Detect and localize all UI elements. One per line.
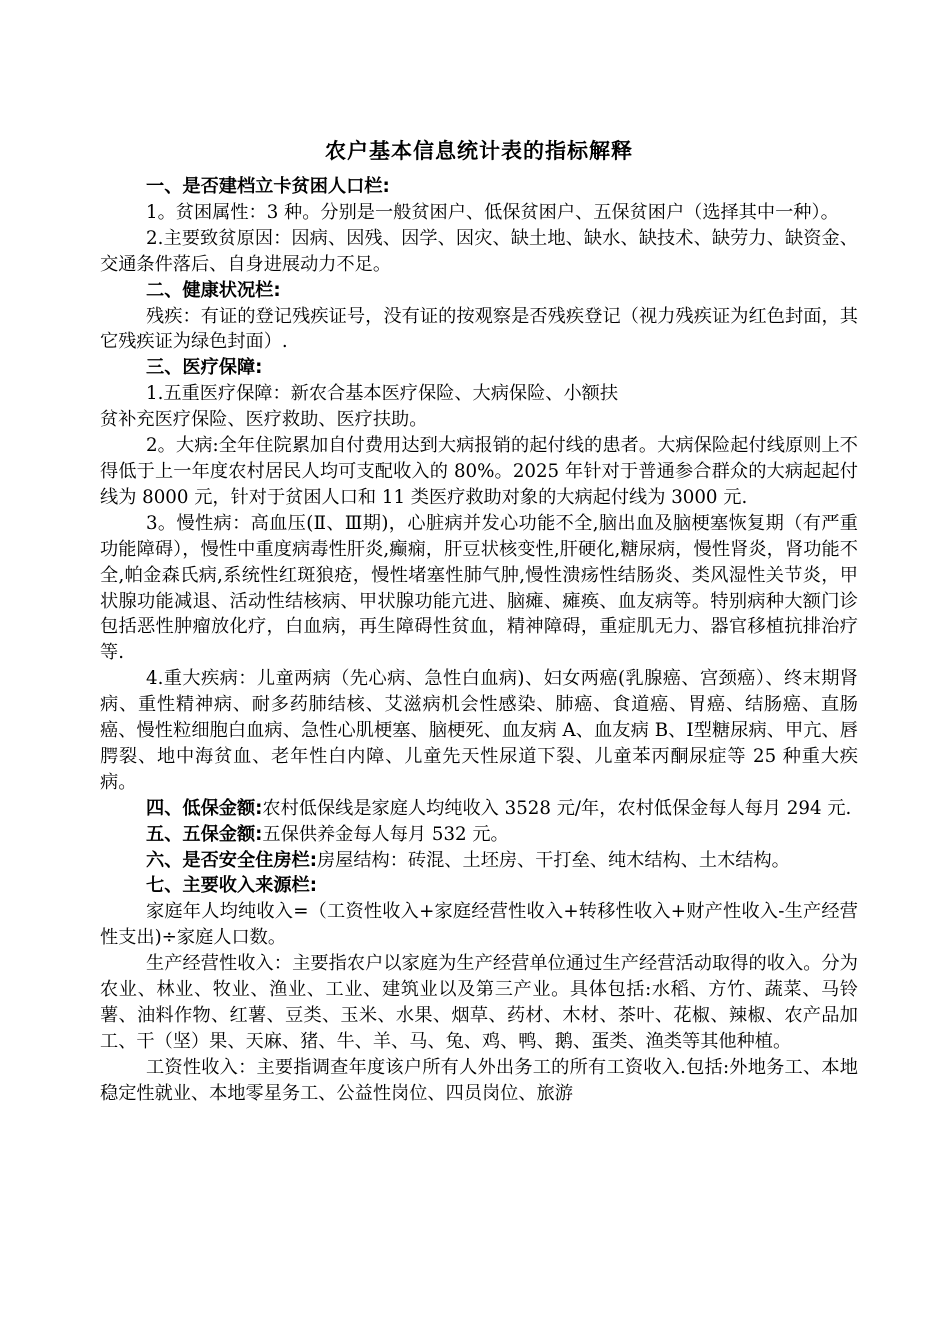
paragraph-text: 五保供养金每人每月 532 元。 <box>262 823 509 845</box>
document-paragraph <box>100 407 858 433</box>
document-paragraph <box>100 278 858 304</box>
document-paragraph <box>100 200 858 226</box>
document-paragraph <box>100 666 858 796</box>
paragraph-text: 家庭年人均纯收入=（工资性收入+家庭经营性收入+转移性收入+财产性收入-生产经营性支出)÷家庭人口数。 <box>100 901 858 949</box>
paragraph-text: 残疾：有证的登记残疾证号，没有证的按观察是否残疾登记（视力残疾证为红色封面，其它残疾证为绿色封面）. <box>100 305 858 353</box>
paragraph-text: 2.主要致贫原因：因病、因残、因学、因灾、缺土地、缺水、缺技术、缺劳力、缺资金、交通条件落后、自身进展动力不足。 <box>100 227 858 275</box>
section-heading: 四、低保金额: <box>146 797 263 819</box>
paragraph-text: 2。大病:全年住院累加自付费用达到大病报销的起付线的患者。大病保险起付线原则上不得低于上一年度农村居民人均可支配收入的 80%。2025 年针对于普通参合群众的大病起起付线为 8000 元，针对于贫困人口和 11 类医疗救助对象的大病起付线为 3000 元. <box>100 435 858 508</box>
document-paragraph <box>100 511 858 666</box>
section-heading: 六、是否安全住房栏: <box>146 849 317 871</box>
document-paragraph <box>100 174 858 200</box>
document-paragraph <box>100 873 858 899</box>
document-paragraph <box>100 355 858 381</box>
document-body <box>100 174 858 1107</box>
document-paragraph <box>100 381 858 407</box>
paragraph-text: 3。慢性病：高血压(Ⅱ、Ⅲ期)，心脏病并发心功能不全,脑出血及脑梗塞恢复期（有严重功能障碍），慢性中重度病毒性肝炎,癫痫，肝豆状核变性,肝硬化,糖尿病，慢性肾炎，肾功能不全,帕金森氏病,系统性红斑狼疮，慢性堵塞性肺气肿,慢性溃疡性结肠炎、类风湿性关节炎，甲状腺功能减退、活动性结核病、甲状腺功能亢进、脑瘫、瘫痪、血友病等。特别病种大额门诊包括恶性肿瘤放化疗，白血病，再生障碍性贫血，精神障碍，重症肌无力、器官移植抗排治疗等. <box>100 512 858 664</box>
section-heading: 二、健康状况栏: <box>146 279 281 301</box>
paragraph-text: 4.重大疾病：儿童两病（先心病、急性白血病)、妇女两癌(乳腺癌、宫颈癌）、终末期肾病、重性精神病、耐多药肺结核、艾滋病机会性感染、肺癌、食道癌、胃癌、结肠癌、直肠癌、慢性粒细胞白血病、急性心肌梗塞、脑梗死、血友病 A、血友病 B、Ⅰ型糖尿病、甲亢、唇腭裂、地中海贫血、老年性白内障、儿童先天性尿道下裂、儿童苯丙酮尿症等 25 种重大疾病。 <box>100 668 858 793</box>
document-paragraph <box>100 822 858 848</box>
paragraph-text: 房屋结构：砖混、土坯房、干打垒、纯木结构、土木结构。 <box>316 849 790 871</box>
paragraph-text: 农村低保线是家庭人均纯收入 3528 元/年，农村低保金每人每月 294 元. <box>262 797 852 819</box>
document-paragraph <box>100 433 858 511</box>
section-heading: 三、医疗保障: <box>146 357 263 379</box>
document-paragraph <box>100 899 858 951</box>
paragraph-text: 生产经营性收入：主要指农户以家庭为生产经营单位通过生产经营活动取得的收入。分为农业、林业、牧业、渔业、工业、建筑业以及第三产业。具体包括:水稻、方竹、蔬菜、马铃薯、油料作物、红薯、豆类、玉米、水果、烟草、药材、木材、茶叶、花椒、辣椒、农产品加工、干（坚）果、天麻、猪、牛、羊、马、兔、鸡、鸭、鹅、蛋类、渔类等其他种植。 <box>100 953 858 1052</box>
document-paragraph <box>100 1055 858 1107</box>
document-paragraph <box>100 951 858 1055</box>
document-title: 农户基本信息统计表的指标解释 <box>325 139 633 163</box>
document-page <box>100 128 858 1107</box>
paragraph-text: 贫补充医疗保险、医疗救助、医疗扶助。 <box>100 409 428 431</box>
section-heading: 五、五保金额: <box>146 823 263 845</box>
paragraph-text: 1。贫困属性：3 种。分别是一般贫困户、低保贫困户、五保贫困户（选择其中一种）。 <box>146 201 839 223</box>
section-heading: 七、主要收入来源栏: <box>146 875 317 897</box>
document-paragraph <box>100 848 858 874</box>
paragraph-text: 1.五重医疗保障：新农合基本医疗保险、大病保险、小额扶 <box>146 383 619 405</box>
document-paragraph <box>100 796 858 822</box>
section-heading: 一、是否建档立卡贫困人口栏: <box>146 176 390 197</box>
document-paragraph <box>100 226 858 278</box>
document-paragraph <box>100 304 858 356</box>
paragraph-text: 工资性收入：主要指调查年度该户所有人外出务工的所有工资收入.包括:外地务工、本地稳定性就业、本地零星务工、公益性岗位、四员岗位、旅游 <box>100 1056 858 1104</box>
